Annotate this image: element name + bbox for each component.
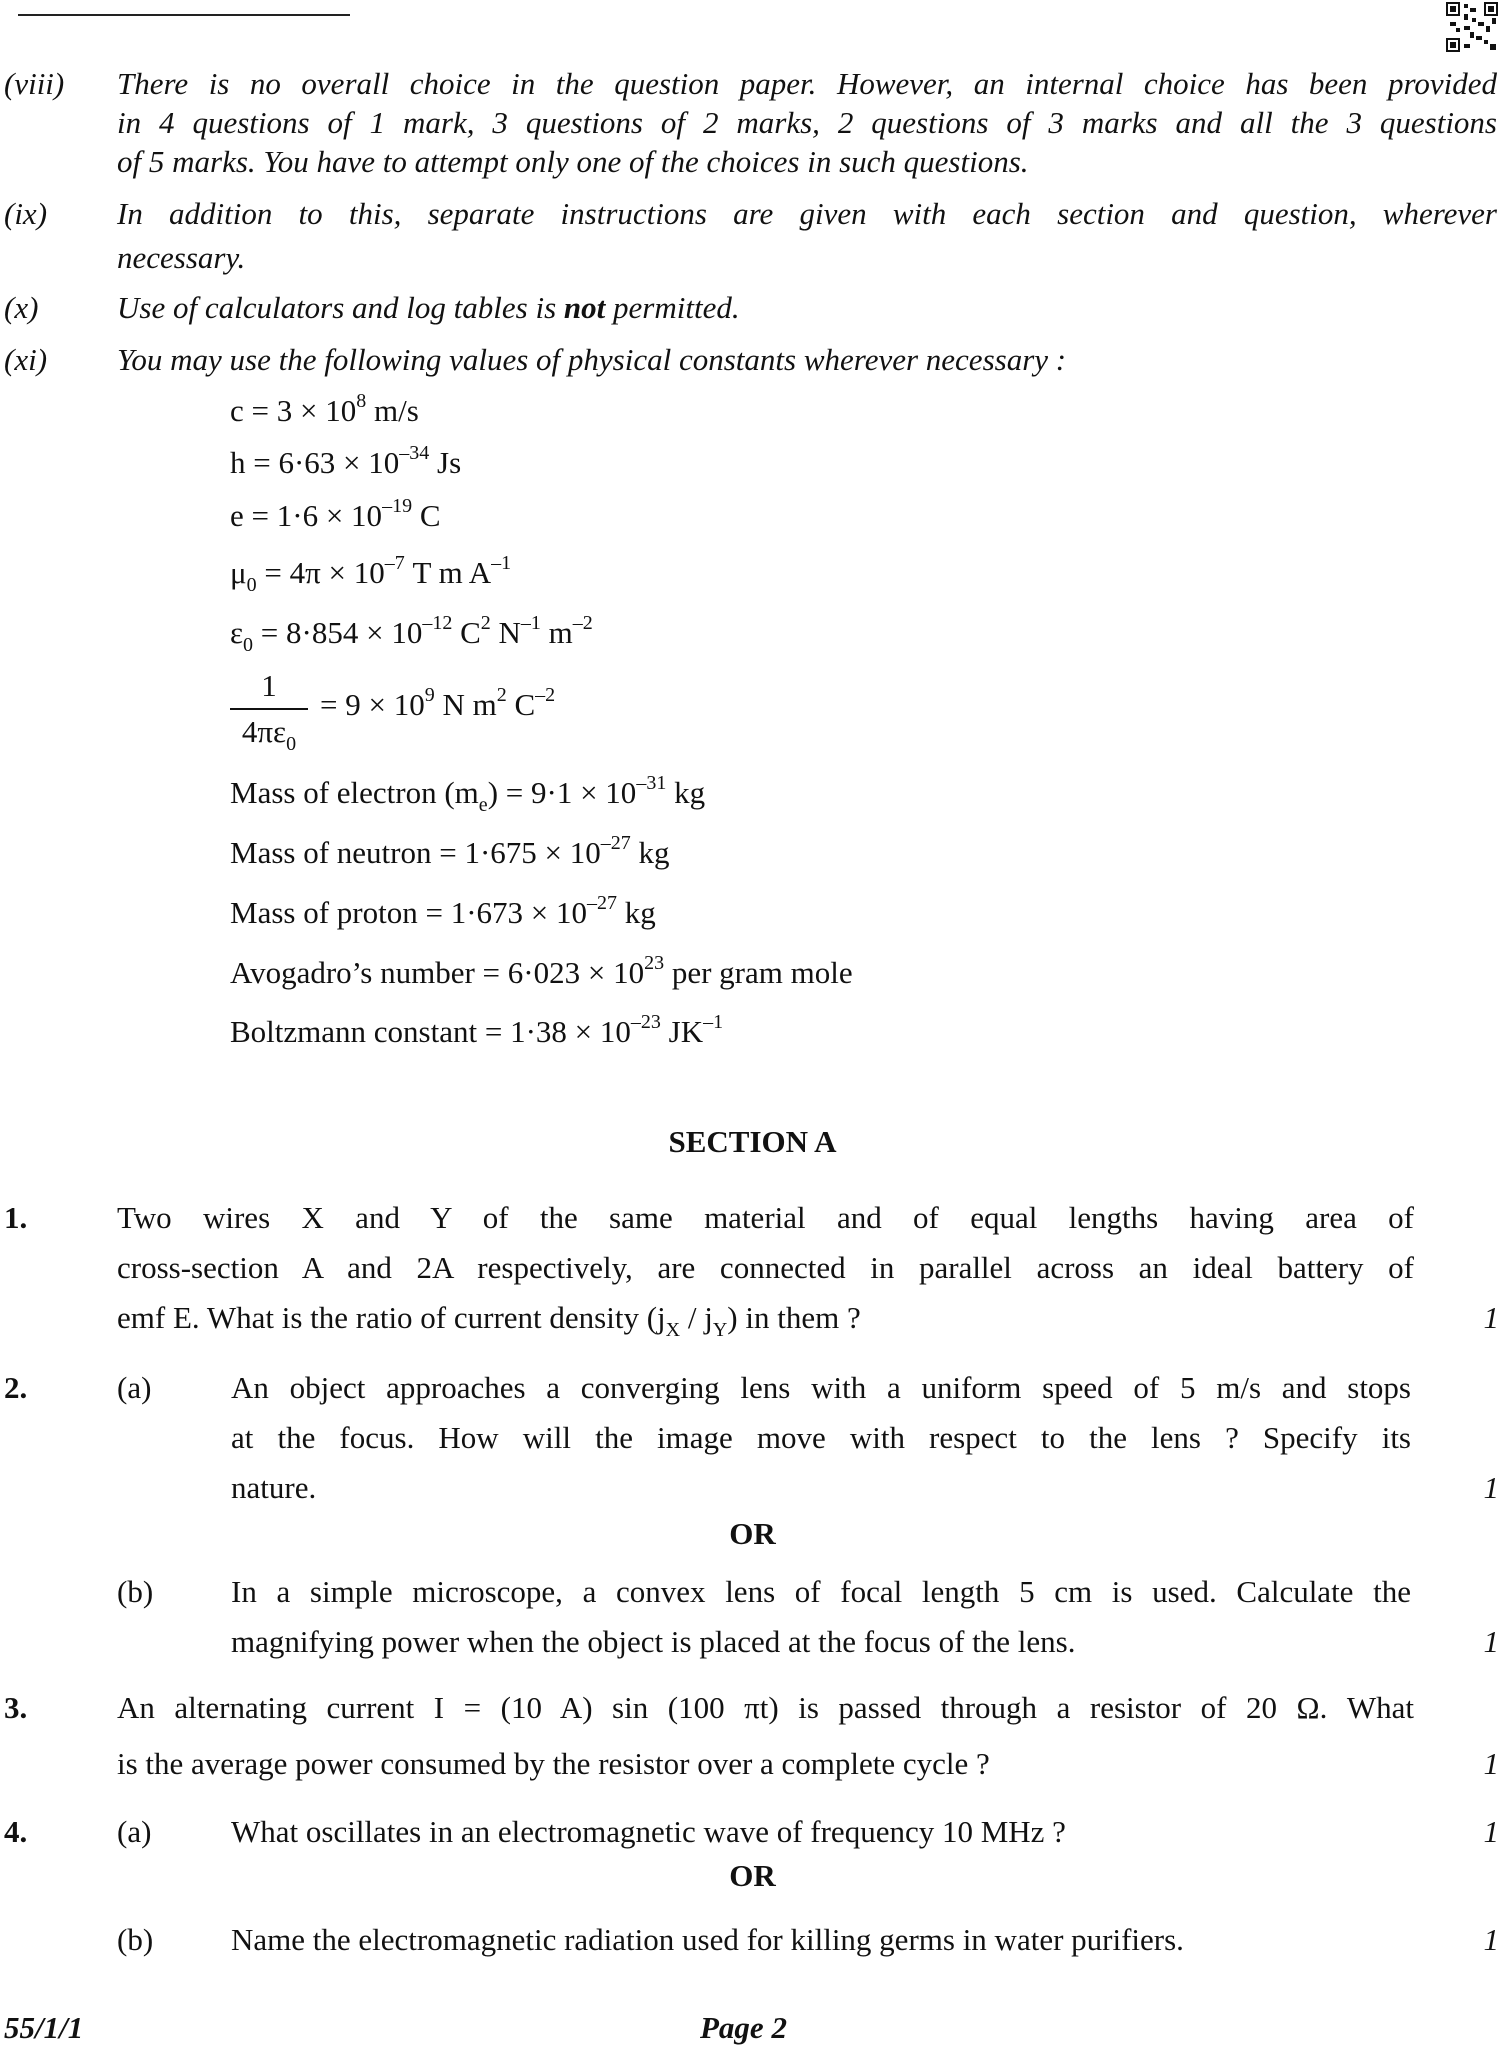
instruction-line: of 5 marks. You have to attempt only one of the choices in such questions.	[117, 144, 1029, 179]
instruction-number: (viii)	[4, 66, 65, 101]
question-line: cross-section A and 2A respectively, are connected in parallel across an ideal battery of	[117, 1250, 1414, 1285]
constant-permeability: $\mu_0 = 4\pi \times 10^{-7}$ T m $A^{-1}$	[230, 552, 512, 596]
instruction-line: in 4 questions of 1 mark, 3 questions of 2 marks, 2 questions of 3 marks and all the 3 questions	[117, 105, 1497, 140]
mark-value: 1	[1483, 1470, 1499, 1505]
instruction-text: Use of calculators and log tables is	[117, 290, 564, 325]
question-line: What oscillates in an electromagnetic wave of frequency 10 MHz ?	[231, 1814, 1066, 1849]
mark-value: 1	[1483, 1814, 1499, 1849]
constant-planck: $h = 6\cdot 63 \times 10^{-34}$ Js	[230, 442, 462, 480]
mark-value: 1	[1483, 1300, 1499, 1335]
constant-neutron-mass: Mass of neutron = $1\cdot 675 \times 10^{-27}$ kg	[230, 832, 670, 870]
constant-proton-mass: Mass of proton = $1\cdot 673 \times 10^{-27}$ kg	[230, 892, 656, 930]
option-label: (a)	[117, 1370, 152, 1405]
question-line: An object approaches a converging lens with a uniform speed of 5 m/s and stops	[231, 1370, 1411, 1405]
constant-permittivity: $\varepsilon_0 = 8\cdot 854 \times 10^{-12}$ $C^2$ $N^{-1}$ $m^{-2}$	[230, 612, 593, 656]
question-line: is the average power consumed by the resistor over a complete cycle ?	[117, 1746, 990, 1781]
fraction-numerator: 1	[261, 668, 277, 703]
paper-code: 55/1/1	[4, 2010, 84, 2045]
instruction-number: (xi)	[4, 342, 48, 377]
instruction-emphasis: not	[563, 290, 606, 325]
option-label: (b)	[117, 1922, 154, 1957]
fraction-bar	[230, 708, 308, 710]
or-separator: OR	[729, 1516, 776, 1551]
instruction-number: (ix)	[4, 196, 48, 231]
constant-boltzmann: Boltzmann constant = $1\cdot 38 \times 10^{-23}$ $JK^{-1}$	[230, 1011, 724, 1049]
question-line: at the focus. How will the image move with respect to the lens ? Specify its	[231, 1420, 1411, 1455]
mark-value: 1	[1483, 1746, 1499, 1781]
option-label: (b)	[117, 1574, 154, 1609]
instruction-line: You may use the following values of physical constants wherever necessary :	[117, 342, 1067, 377]
question-number: 1.	[4, 1200, 28, 1235]
instruction-text: permitted.	[605, 290, 740, 325]
question-line: Name the electromagnetic radiation used for killing germs in water purifiers.	[231, 1922, 1184, 1957]
page-number: Page 2	[700, 2010, 787, 2045]
instruction-number: (x)	[4, 290, 39, 325]
instruction-line: In addition to this, separate instructions are given with each section and question, wherever	[117, 196, 1497, 231]
constant-avogadro: Avogadro’s number = $6\cdot 023 \times 10^{23}$ per gram mole	[230, 952, 853, 990]
constant-speed-of-light: $c = 3 \times 10^8$ m/s	[230, 390, 419, 428]
or-separator: OR	[729, 1858, 776, 1893]
question-number: 4.	[4, 1814, 28, 1849]
section-heading: SECTION A	[668, 1124, 837, 1159]
header-rule	[18, 14, 350, 16]
constant-electron-charge: $e = 1\cdot 6 \times 10^{-19}$ C	[230, 495, 441, 533]
question-line: nature.	[231, 1470, 317, 1505]
question-line: magnifying power when the object is placed at the focus of the lens.	[231, 1624, 1076, 1659]
fraction-denominator: $4\pi\varepsilon_0$	[241, 714, 297, 755]
mark-value: 1	[1483, 1922, 1499, 1957]
question-number: 2.	[4, 1370, 28, 1405]
question-line: Two wires X and Y of the same material and of equal lengths having area of	[117, 1200, 1414, 1235]
question-line: In a simple microscope, a convex lens of focal length 5 cm is used. Calculate the	[231, 1574, 1411, 1609]
instruction-line: There is no overall choice in the question paper. However, an internal choice has been provided	[117, 66, 1497, 101]
instruction-line: necessary.	[117, 240, 246, 275]
mark-value: 1	[1483, 1624, 1499, 1659]
question-line: An alternating current I = (10 A) sin (100 πt) is passed through a resistor of 20 Ω. What	[117, 1690, 1414, 1725]
coulomb-fraction	[230, 668, 308, 755]
constant-electron-mass: Mass of electron $(m_e) = 9\cdot 1 \times 10^{-31}$ kg	[230, 772, 706, 816]
qr-code-icon	[1446, 2, 1498, 52]
question-number: 3.	[4, 1690, 28, 1725]
constant-coulomb: = $9 \times 10^9$ N $m^2$ $C^{-2}$	[320, 684, 556, 722]
option-label: (a)	[117, 1814, 152, 1849]
